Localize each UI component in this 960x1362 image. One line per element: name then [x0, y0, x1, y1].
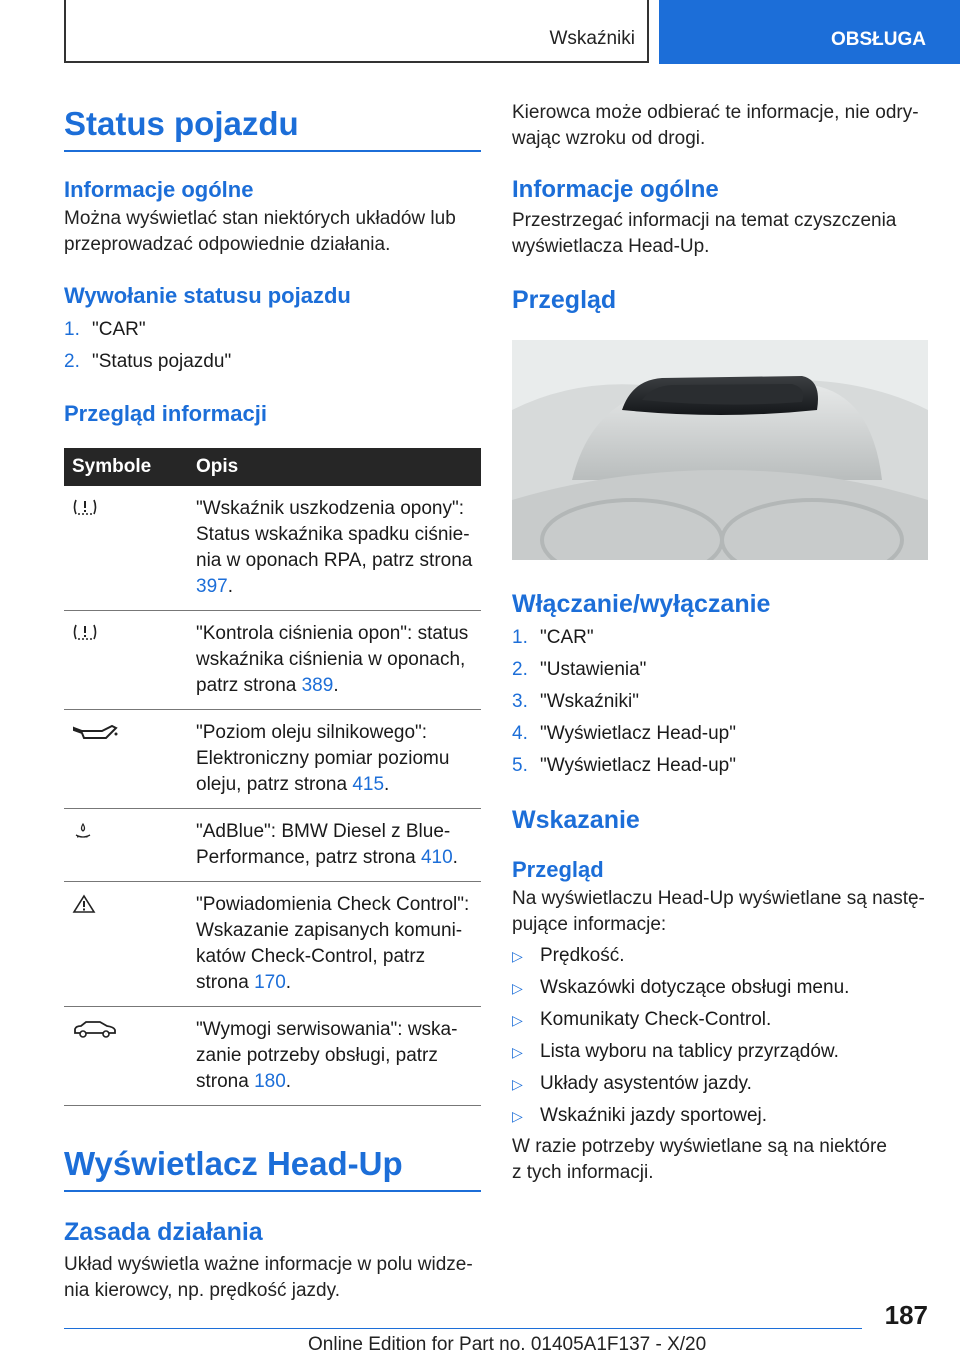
table-row: [64, 809, 481, 882]
bullet-text: Układy asystentów jazdy.: [540, 1073, 752, 1094]
bullet-text: Wskazówki dotyczące obsługi menu.: [540, 977, 850, 998]
list-item: [512, 718, 928, 750]
header-section-label: Wskaźniki: [549, 28, 635, 49]
bullet-text: Wskaźniki jazdy sportowej.: [540, 1105, 768, 1126]
page-title: Status pojazdu: [64, 105, 299, 142]
page-link[interactable]: 410: [420, 847, 453, 868]
bullet-marker-icon: ▷: [512, 1012, 523, 1028]
bullet-text: Komunikaty Check-Control.: [540, 1009, 772, 1030]
step-number: 2.: [64, 351, 80, 372]
row-description: "Poziom oleju silnikowego": Elektroniczny pomiar poziomu oleju, patrz strona: [196, 722, 450, 795]
hud-title-rule: [64, 1190, 481, 1192]
display-text: Na wyświetlaczu Head-Up wyświetlane są nastę-pujące informacje:: [512, 888, 925, 935]
page-link[interactable]: 170: [254, 972, 286, 993]
header-section-tab: [64, 0, 649, 63]
bullet-text: Prędkość.: [540, 945, 625, 966]
row-tail: .: [384, 774, 390, 795]
general-text: Można wyświetlać stan niektórych układów lub przeprowadzać odpowiednie działania.: [64, 208, 456, 255]
toggle-steps: [512, 622, 928, 782]
footer-rule: [64, 1328, 862, 1329]
hud-photo: [512, 340, 928, 560]
intro-text: Kierowca może odbierać te informacje, nie odry-wając wzroku od drogi.: [512, 102, 919, 149]
adblue-icon: [72, 821, 94, 839]
left-column: [64, 104, 481, 1304]
page-link[interactable]: 415: [352, 774, 385, 795]
list-item: [512, 972, 928, 1004]
table-header-symbols: Symbole: [64, 448, 196, 486]
principle-text: Układ wyświetla ważne informacje w polu widze-nia kierowcy, np. prędkość jazdy.: [64, 1254, 473, 1301]
page-link[interactable]: 397: [196, 576, 228, 597]
page-number: 187: [884, 1300, 928, 1330]
header-chapter-label: OBSŁUGA: [831, 29, 926, 50]
step-number: 2.: [512, 659, 528, 680]
step-number: 5.: [512, 755, 528, 776]
right-general-text: Przestrzegać informacji na temat czyszczenia wyświetlacza Head-Up.: [512, 210, 897, 257]
hud-title: Wyświetlacz Head-Up: [64, 1145, 403, 1182]
row-tail: .: [285, 1071, 292, 1092]
list-item: [512, 686, 928, 718]
page-link[interactable]: 180: [254, 1071, 286, 1092]
warning-triangle-icon: [72, 894, 96, 914]
footer-edition: Online Edition for Part no. 01405A1F137 - X/20: [308, 1334, 707, 1355]
step-number: 3.: [512, 691, 528, 712]
table-row: [64, 882, 481, 1007]
oil-can-icon: [72, 722, 118, 742]
step-number: 1.: [512, 627, 528, 648]
bullet-marker-icon: ▷: [512, 1108, 523, 1124]
service-car-icon: [72, 1019, 118, 1039]
table-row: [64, 710, 481, 809]
row-tail: .: [333, 675, 339, 696]
call-heading: Wywołanie statusu pojazdu: [64, 283, 351, 308]
row-description: "AdBlue": BMW Diesel z Blue-Performance, patrz strona: [196, 821, 451, 868]
tire-pressure-icon: [72, 623, 98, 641]
display-bullets: [512, 940, 928, 1132]
bullet-marker-icon: ▷: [512, 1044, 523, 1060]
bullet-text: Lista wyboru na tablicy przyrządów.: [540, 1041, 839, 1062]
closing-text: W razie potrzeby wyświetlane są na niektóre z tych informacji.: [512, 1136, 887, 1183]
overview-heading: Przegląd informacji: [64, 401, 267, 426]
step-text: "Wyświetlacz Head-up": [540, 723, 736, 744]
right-column: [512, 100, 928, 1186]
tire-damage-icon: [72, 498, 98, 516]
row-description: "Wskaźnik uszkodzenia opony": Status wskaźnika spadku ciśnie-nia w oponach RPA, patrz strona: [196, 498, 473, 571]
row-description: "Powiadomienia Check Control": Wskazanie zapisanych komuni-katów Check-Control, patrz strona: [196, 894, 470, 993]
list-item: [512, 622, 928, 654]
step-text: "Status pojazdu": [92, 351, 232, 372]
display-heading: Wskazanie: [512, 806, 640, 834]
table-row: [64, 611, 481, 710]
list-item: [512, 1100, 928, 1132]
list-item: [64, 346, 481, 378]
list-item: [512, 1068, 928, 1100]
step-text: "CAR": [540, 627, 594, 648]
row-description: "Kontrola ciśnienia opon": status wskaźnika ciśnienia w oponach, patrz strona: [196, 623, 469, 696]
principle-heading: Zasada działania: [64, 1218, 263, 1246]
row-tail: .: [285, 972, 292, 993]
row-description: "Wymogi serwisowania": wska-zanie potrzeby obsługi, patrz strona: [196, 1019, 458, 1092]
list-item: [512, 750, 928, 782]
step-text: "Wskaźniki": [540, 691, 639, 712]
list-item: [512, 654, 928, 686]
right-general-heading: Informacje ogólne: [512, 176, 719, 203]
bullet-marker-icon: ▷: [512, 948, 523, 964]
hud-illustration: [512, 340, 928, 560]
table-header-description: Opis: [196, 448, 481, 486]
list-item: [512, 940, 928, 972]
toggle-heading: Włączanie/wyłączanie: [512, 590, 771, 618]
list-item: [512, 1036, 928, 1068]
list-item: [64, 314, 481, 346]
step-text: "CAR": [92, 319, 146, 340]
list-item: [512, 1004, 928, 1036]
table-row: [64, 1007, 481, 1106]
symbols-table: [64, 448, 481, 1106]
header-chapter-tab: [659, 0, 960, 64]
bullet-marker-icon: ▷: [512, 1076, 523, 1092]
step-text: "Wyświetlacz Head-up": [540, 755, 736, 776]
bullet-marker-icon: ▷: [512, 980, 523, 996]
display-subheading: Przegląd: [512, 857, 604, 882]
page-link[interactable]: 389: [301, 675, 334, 696]
step-number: 1.: [64, 319, 80, 340]
general-heading: Informacje ogólne: [64, 177, 254, 202]
row-tail: .: [452, 847, 458, 868]
title-rule: [64, 150, 481, 152]
step-number: 4.: [512, 723, 528, 744]
call-steps: [64, 314, 481, 378]
table-row: [64, 486, 481, 611]
step-text: "Ustawienia": [540, 659, 647, 680]
right-overview-heading: Przegląd: [512, 286, 617, 314]
row-tail: .: [227, 576, 233, 597]
